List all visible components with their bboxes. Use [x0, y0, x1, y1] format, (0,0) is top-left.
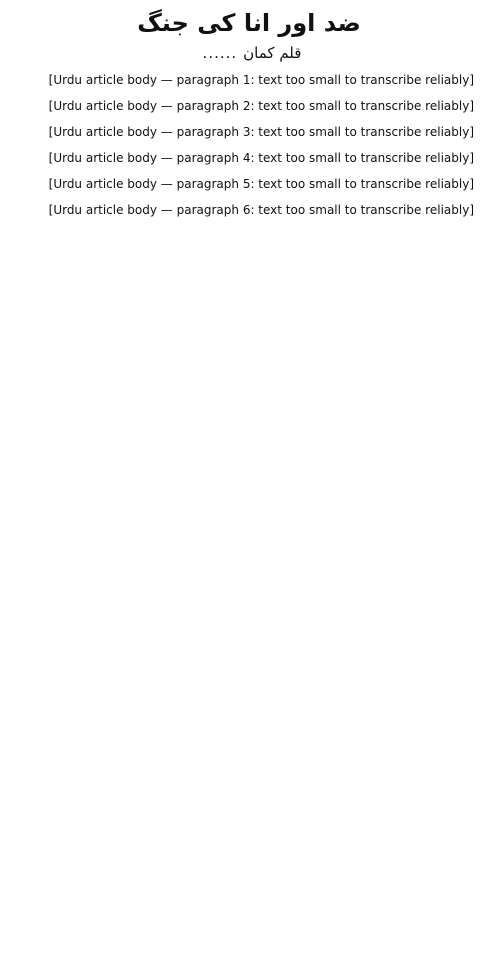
article-byline: [10, 42, 488, 64]
byline-separator: ......: [202, 44, 238, 62]
article-paragraph: [Urdu article body — paragraph 1: text too small to transcribe reliably]: [48, 73, 474, 87]
article-paragraph: [Urdu article body — paragraph 5: text too small to transcribe reliably]: [48, 177, 474, 191]
article-paragraph: [Urdu article body — paragraph 4: text too small to transcribe reliably]: [48, 151, 474, 165]
article-paragraph: [Urdu article body — paragraph 2: text too small to transcribe reliably]: [48, 99, 474, 113]
article-paragraph: [Urdu article body — paragraph 6: text too small to transcribe reliably]: [48, 203, 474, 217]
column-label: قلم کمان: [243, 44, 302, 62]
article-body: [10, 70, 488, 965]
article-title: ضد اور انا کی جنگ: [137, 9, 361, 37]
article-paragraph: [Urdu article body — paragraph 3: text too small to transcribe reliably]: [48, 125, 474, 139]
